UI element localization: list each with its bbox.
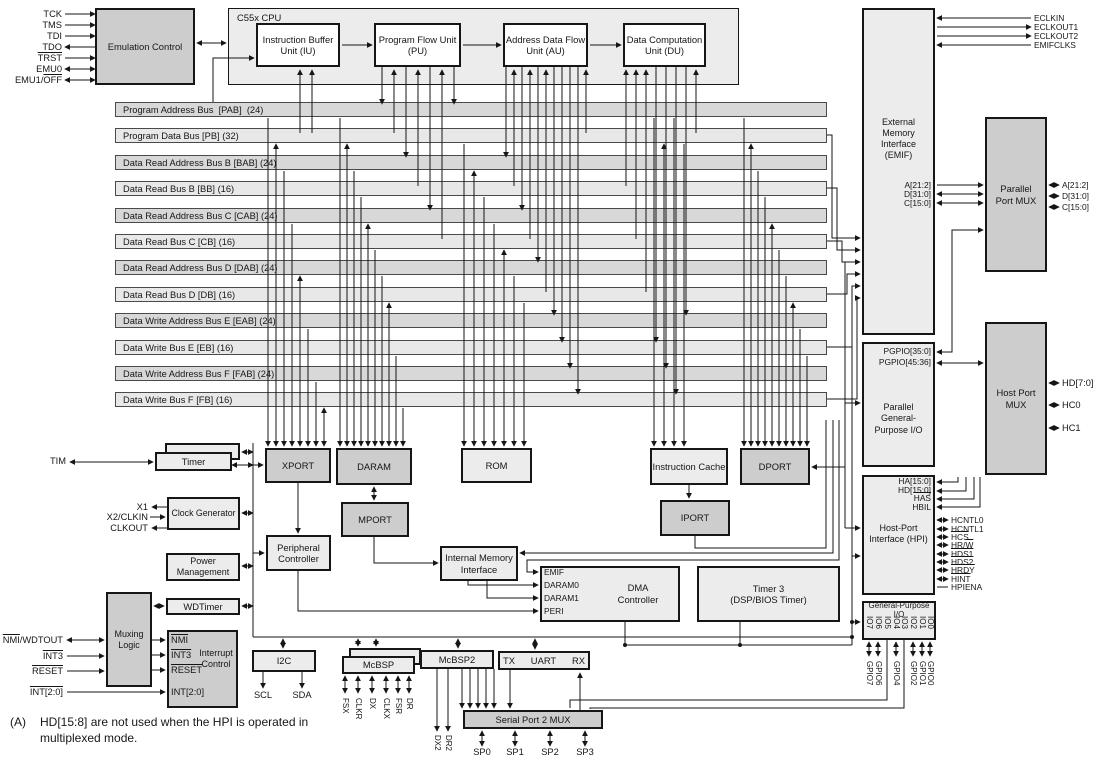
bus-label: Data Read Bus B [BB] (16): [123, 183, 235, 194]
wire: [937, 477, 958, 482]
dma-controller-label: [598, 566, 678, 622]
xport-block: [265, 448, 331, 483]
junction-dot: [623, 643, 627, 647]
host-port-pin-label: HD[7:0]: [1062, 378, 1094, 388]
hpi-signal-label: HDS2: [951, 557, 974, 567]
power-management-label: Power Management: [176, 556, 230, 577]
gpio-io-pin-label: IO0: [926, 616, 935, 629]
wire: [468, 581, 538, 585]
hpi-pin-label: HD[15:0]: [897, 485, 931, 495]
iport-label: IPORT: [680, 512, 710, 524]
hpi-signal-label: HCNTL0: [951, 515, 984, 525]
instruction-buffer-unit-block: [256, 23, 340, 67]
dma-input-label: DARAM0: [544, 580, 579, 590]
timer3-block: [697, 566, 840, 622]
mcbsp2-label: McBSP2: [438, 653, 476, 665]
address-data-flow-unit-block: [503, 23, 588, 67]
interrupt-control-label-text: Interrupt Control: [199, 647, 233, 669]
uart-rx-label: RX: [571, 654, 585, 666]
hpi-pin-label: HBIL: [912, 502, 931, 512]
pgpio-label-line: General-: [880, 413, 916, 424]
hpi-label-line: Host-Port: [879, 522, 918, 533]
wire: [527, 420, 839, 572]
rom-block: [461, 448, 532, 483]
parallel-port-pin-label: A[21:2]: [1062, 180, 1089, 190]
bus-label: Data Write Address Bus F [FAB] (24): [123, 368, 275, 379]
timer3-label-line: Timer 3: [752, 582, 785, 594]
jtag-signal-label: TDO: [42, 42, 62, 52]
wire: [827, 286, 860, 347]
emif-clock-signal-label: ECLKIN: [1034, 13, 1065, 23]
bus-label: Data Read Bus C [CB] (16): [123, 236, 236, 247]
tim-signal-label: TIM: [49, 456, 66, 466]
emif-clock-signal-label: EMIFCLKS: [1034, 40, 1076, 50]
bus-label: Data Write Address Bus E [EAB] (24): [123, 315, 276, 326]
gpio-signal-label: GPIO2: [909, 661, 918, 686]
jtag-signal-label: TRST: [37, 53, 62, 63]
mcbsp2-pin-label: DR2: [444, 735, 453, 752]
wire: [937, 477, 980, 507]
wire: [827, 135, 860, 238]
emif-block: [862, 8, 935, 335]
parallel-port-pin-label: C[15:0]: [1062, 202, 1090, 212]
mport-label: MPORT: [358, 513, 392, 525]
wire: [827, 188, 860, 250]
wire: [487, 581, 538, 598]
gpio-io-pin-label: IO5: [883, 616, 892, 629]
mcbsp-pin-label: FSR: [394, 698, 403, 714]
gpio-label-line: General-Purpose: [868, 601, 930, 611]
mcbsp2-block: [420, 650, 494, 669]
jtag-signal-label: TMS: [42, 20, 62, 30]
parallel-gpio-label: [862, 397, 935, 441]
bus-label: Data Read Bus D [DB] (16): [123, 289, 236, 300]
serial-port-pin-label: SP3: [576, 747, 594, 757]
footnote-line: multiplexed mode.: [40, 731, 138, 746]
rom-label: ROM: [485, 459, 508, 471]
bus-row: [115, 181, 827, 196]
dma-input-label: PERI: [544, 606, 564, 616]
gpio-io-pin-label: IO4: [892, 616, 901, 629]
parallel-port-mux-block: [985, 117, 1047, 272]
interrupt-input-label: INT[2:0]: [171, 687, 205, 697]
timer-block: [155, 452, 232, 471]
bus-label: Program Data Bus [PB] (32): [123, 130, 239, 141]
interrupt-input-label: INT3: [171, 650, 192, 660]
program-flow-unit-block: [374, 23, 461, 67]
wire: [374, 537, 438, 563]
junction-dot: [850, 635, 854, 639]
pu-label: Program Flow Unit (PU): [378, 33, 457, 56]
gpio-signal-label: GPIO0: [926, 661, 935, 686]
emif-label-line: (EMIF): [884, 150, 913, 161]
dma-input-label: EMIF: [544, 567, 565, 577]
emif-label-line: Memory: [882, 127, 915, 138]
parallel-port-mux-label: Port MUX: [995, 194, 1037, 206]
mcbsp-pin-label: DR: [405, 698, 414, 710]
bus-row: [115, 234, 827, 249]
pgpio-pin-label: PGPIO[35:0]: [883, 346, 931, 356]
pgpio-pin-label: PGPIO[45:36]: [878, 357, 931, 367]
hpi-label: [862, 520, 935, 548]
clock-generator-block: [167, 497, 240, 530]
hpi-signal-label: HPIENA: [951, 582, 983, 592]
instruction-cache-label: Instruction Cache: [652, 460, 726, 472]
interrupt-signal-label: RESET: [32, 666, 63, 676]
au-label: Address Data Flow Unit (AU): [505, 33, 586, 56]
bus-row: [115, 155, 827, 170]
bus-row: [115, 102, 827, 117]
imi-label: Internal Memory Interface: [445, 552, 513, 575]
bus-row: [115, 366, 827, 381]
emulation-control-block: [95, 8, 195, 85]
bus-label: Data Write Bus F [FB] (16): [123, 394, 233, 405]
junction-dot: [738, 643, 742, 647]
gpio-io-pin-label: IO1: [918, 616, 927, 629]
mport-block: [341, 502, 409, 537]
daram-label: DARAM: [357, 460, 391, 472]
uart-label: UART: [530, 654, 557, 666]
pgpio-label-line: Parallel: [883, 402, 914, 413]
dma-input-label: DARAM1: [544, 593, 579, 603]
wire: [937, 477, 966, 491]
bus-row: [115, 260, 827, 275]
parallel-port-mux-label: Parallel: [1000, 183, 1032, 195]
mcbsp-pin-label: DX: [368, 698, 377, 710]
i2c-label: I2C: [276, 655, 292, 667]
hpi-pin-label: $\overline{HAS}$: [913, 493, 931, 503]
emif-clock-signal-label: ECLKOUT2: [1034, 31, 1079, 41]
hpi-signal-label: $HR/\overline{W}$: [951, 540, 974, 550]
serial-port-pin-label: SP2: [541, 747, 559, 757]
wdtimer-label: WDTimer: [183, 600, 223, 612]
clock-signal-label: CLKOUT: [110, 523, 148, 533]
gpio-signal-label: GPIO1: [918, 661, 927, 686]
internal-memory-interface-block: [440, 546, 518, 581]
bus-row: [115, 340, 827, 355]
emif-label-line: External: [881, 116, 916, 127]
bus-row: [115, 392, 827, 407]
wire: [590, 640, 904, 709]
timer-label: Timer: [181, 455, 206, 467]
emif-label-line: Interface: [880, 139, 917, 149]
footnote-text: [40, 714, 308, 746]
bus-label: Program Address Bus [PAB] (24): [123, 104, 264, 115]
bus-row: [115, 208, 827, 223]
uart-block: [498, 651, 590, 670]
hpi-signal-label: HCNTL1: [951, 524, 984, 534]
pgpio-label-line: Purpose I/O: [874, 424, 923, 435]
mcbsp-block: [342, 656, 415, 674]
footnote-line: HD[15:8] are not used when the HPI is operated in: [40, 715, 309, 729]
timer3-label-line: (DSP/BIOS Timer): [730, 594, 807, 605]
host-port-pin-label: HC1: [1062, 423, 1081, 433]
bus-label: Data Read Address Bus B [BAB] (24): [123, 157, 277, 168]
du-label: Data Computation Unit (DU): [626, 33, 703, 56]
hpi-signal-label: HRDY: [951, 565, 975, 575]
muxing-logic-block: [106, 592, 152, 687]
serial-port-2-mux-block: [463, 710, 603, 729]
dport-label: DPORT: [758, 460, 792, 472]
cpu-title: C55x CPU: [237, 12, 282, 23]
jtag-signal-label: EMU0: [36, 64, 62, 74]
iport-block: [660, 500, 730, 536]
gpio-io-pin-label: IO2: [909, 616, 918, 629]
mcbsp2-pin-label: DX2: [433, 735, 442, 751]
host-port-mux-block: [985, 322, 1047, 475]
bus-label: Data Write Bus E [EB] (16): [123, 342, 234, 353]
gpio-io-pin-label: IO7: [865, 616, 874, 629]
hpi-pin-label: HA[15:0]: [898, 476, 931, 486]
mcbsp-pin-label: CLKR: [354, 698, 363, 720]
serial-port-pin-label: SP0: [473, 747, 491, 757]
emif-pin-label: C[15:0]: [903, 198, 931, 208]
mcbsp-pin-label: CLKX: [382, 698, 391, 719]
clock-generator-label: Clock Generator: [171, 508, 236, 519]
jtag-signal-label: TDI: [47, 31, 62, 41]
emif-pin-label: D[31:0]: [903, 189, 931, 199]
jtag-signal-label: TCK: [43, 9, 62, 19]
emif-label: [862, 110, 935, 168]
clock-signal-label: X2/CLKIN: [106, 512, 148, 522]
gpio-signal-label: GPIO6: [874, 661, 883, 686]
host-port-mux-label: Host Port: [996, 387, 1036, 399]
wire: [937, 230, 983, 352]
bus-row: [115, 313, 827, 328]
parallel-port-pin-label: D[31:0]: [1062, 191, 1090, 201]
mcbsp-pin-label: FSX: [341, 698, 350, 714]
footnote-marker: (A): [10, 715, 26, 729]
wire: [937, 477, 974, 499]
emulation-control-label: Emulation Control: [107, 40, 183, 52]
wire: [827, 298, 860, 399]
interrupt-signal-label: $\overline{NMI}$/WDTOUT: [2, 635, 63, 645]
bus-label: Data Read Address Bus D [DAB] (24): [123, 262, 278, 273]
hpi-label-line: Interface (HPI): [869, 534, 928, 544]
dport-block: [740, 448, 810, 485]
hpi-signal-label: $\overline{HCS}$: [951, 532, 969, 542]
uart-tx-label: TX: [503, 654, 515, 666]
serial-port-2-mux-label: Serial Port 2 MUX: [495, 713, 571, 725]
daram-block: [336, 448, 412, 485]
wire: [827, 241, 860, 262]
wire: [827, 274, 860, 294]
emif-clock-signal-label: ECLKOUT1: [1034, 22, 1079, 32]
gpio-io-pin-label: IO6: [874, 616, 883, 629]
interrupt-input-label: $\overline{NMI}$: [171, 635, 189, 645]
data-computation-unit-block: [623, 23, 706, 67]
i2c-pin-label: SCL: [253, 690, 273, 700]
jtag-signal-label: $EMU1/\overline{OFF}$: [14, 75, 62, 85]
gpio-signal-label: GPIO4: [892, 661, 901, 686]
interrupt-input-label: RESET: [171, 665, 202, 675]
i2c-block: [252, 650, 316, 672]
gpio-io-pin-label: IO3: [900, 616, 909, 629]
hpi-signal-label: HINT: [951, 574, 971, 584]
host-port-mux-label: MUX: [1005, 398, 1027, 410]
power-management-block: [166, 553, 240, 581]
bus-row: [115, 128, 827, 143]
peripheral-controller-label: Peripheral Controller: [277, 541, 320, 564]
wdtimer-block: [166, 598, 240, 615]
emif-pin-label: A[21:2]: [904, 180, 931, 190]
gpio-label-line: I/O: [893, 610, 905, 619]
clock-signal-label: X1: [136, 502, 148, 512]
interrupt-signal-label: INT3: [42, 651, 63, 661]
instruction-cache-block: [650, 448, 728, 485]
interrupt-signal-label: INT[2:0]: [29, 687, 63, 697]
i2c-pin-label: SDA: [292, 690, 312, 700]
gpio-signal-label: GPIO7: [865, 661, 874, 686]
hpi-signal-label: HDS1: [951, 549, 974, 559]
bus-label: Data Read Address Bus C [CAB] (24): [123, 210, 278, 221]
iu-label: Instruction Buffer Unit (IU): [262, 33, 334, 56]
xport-label: XPORT: [281, 459, 315, 471]
host-port-pin-label: HC0: [1062, 400, 1081, 410]
wire: [570, 640, 887, 708]
bus-row: [115, 287, 827, 302]
serial-port-pin-label: SP1: [506, 747, 524, 757]
dma-label-text: DMA Controller: [617, 582, 659, 605]
muxing-logic-label: Muxing Logic: [114, 628, 144, 650]
mcbsp-label: McBSP: [362, 659, 395, 671]
peripheral-controller-block: [266, 535, 331, 571]
junction-dot: [850, 620, 854, 624]
